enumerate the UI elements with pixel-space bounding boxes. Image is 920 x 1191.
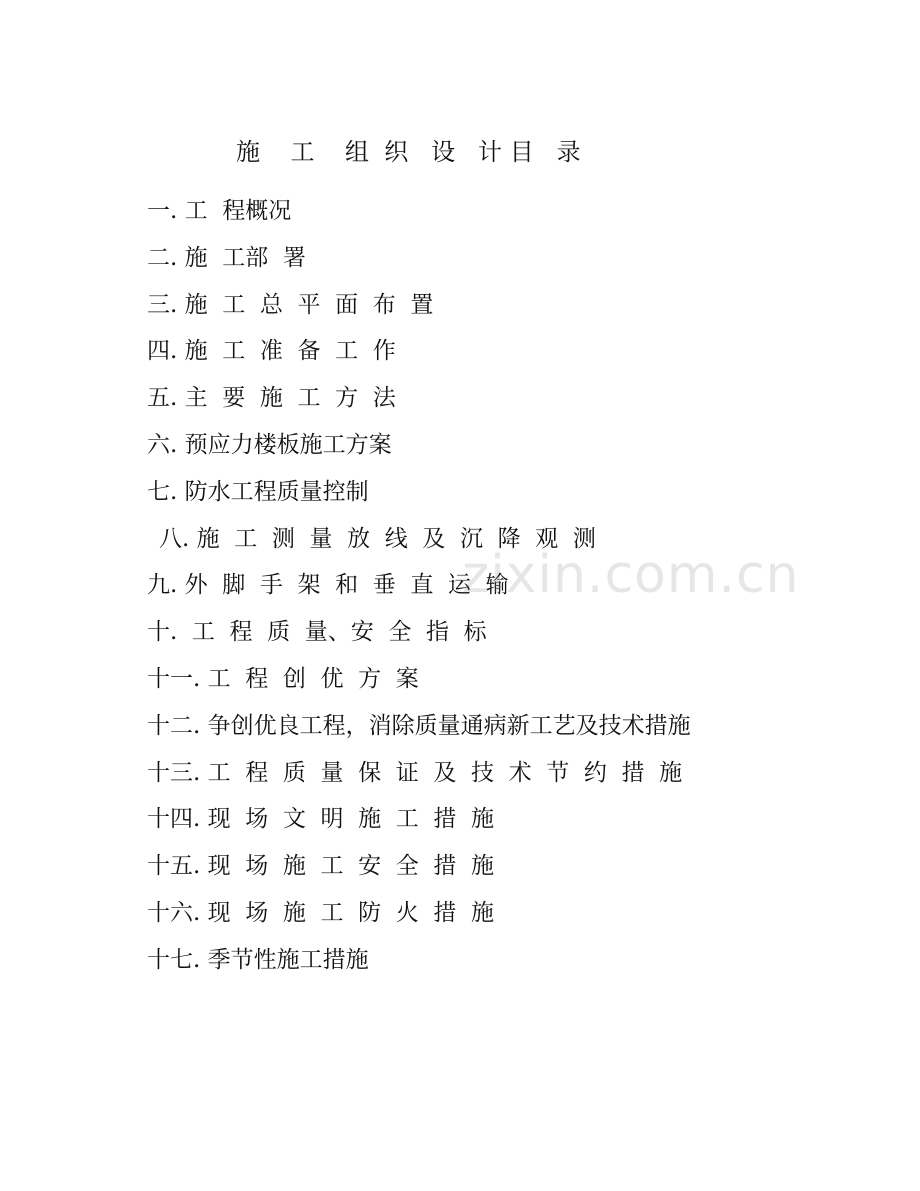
toc-item-7: 七. 防水工程质量控制 [147,478,369,505]
toc-item-11: 十一. 工 程 创 优 方 案 [147,665,419,692]
toc-item-16: 十六. 现 场 施 工 防 火 措 施 [147,899,494,926]
toc-item-4: 四. 施 工 准 备 工 作 [147,338,396,365]
watermark: zixin.com.cn [462,545,800,605]
toc-item-10: 十. 工 程 质 量、安 全 指 标 [147,619,487,646]
toc-item-13: 十三. 工 程 质 量 保 证 及 技 术 节 约 措 施 [147,759,683,786]
toc-item-6: 六. 预应力楼板施工方案 [147,431,392,458]
toc-item-1: 一. 工 程概况 [147,198,292,224]
toc-item-3: 三. 施 工 总 平 面 布 置 [147,291,434,318]
page-title: 施 工 组 织 设 计 目 录 [236,138,581,166]
toc-item-12: 十二. 争创优良工程，消除质量通病新工艺及技术措施 [147,712,691,739]
toc-item-17: 十七. 季节性施工措施 [147,946,369,973]
toc-item-15: 十五. 现 场 施 工 安 全 措 施 [147,853,494,880]
toc-item-14: 十四. 现 场 文 明 施 工 措 施 [147,806,494,833]
toc-item-2: 二. 施 工部 署 [147,244,306,271]
toc-item-8: 八. 施 工 测 量 放 线 及 沉 降 观 测 [159,525,596,552]
toc-item-9: 九. 外 脚 手 架 和 垂 直 运 输 [147,572,509,599]
toc-item-5: 五. 主 要 施 工 方 法 [147,385,396,412]
